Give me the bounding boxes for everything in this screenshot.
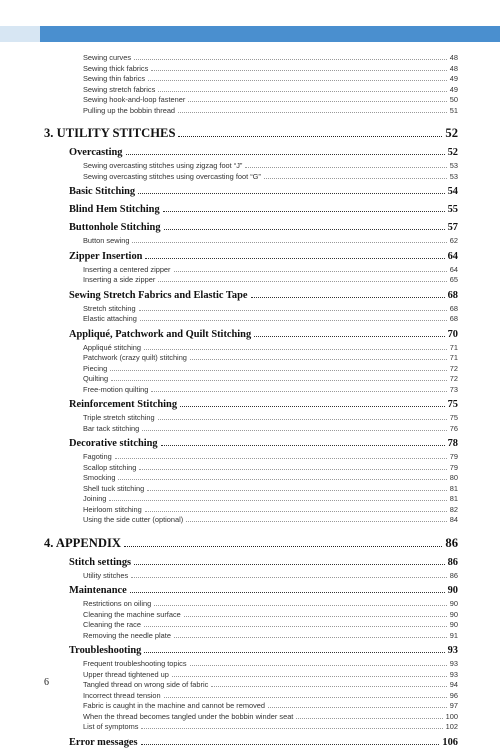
toc-section-title: Basic Stitching [69, 186, 136, 197]
toc-item-title: Bar tack stitching [83, 423, 140, 433]
dot-leader [126, 154, 445, 155]
toc-item[interactable] [44, 452, 458, 463]
toc-item[interactable] [44, 680, 458, 691]
toc-section-title: Buttonhole Stitching [69, 222, 161, 233]
toc-item-page: 50 [449, 95, 458, 104]
dot-leader [118, 479, 446, 480]
dot-leader [158, 419, 447, 420]
toc-item-page: 81 [449, 494, 458, 503]
dot-leader [130, 592, 445, 593]
toc-item[interactable] [44, 712, 458, 723]
toc-section-page: 70 [447, 328, 458, 340]
toc-item-title: Scallop stitching [83, 462, 137, 472]
toc-item[interactable] [44, 343, 458, 354]
toc-item-page: 93 [449, 659, 458, 668]
dot-leader [180, 406, 445, 407]
dot-leader [140, 320, 447, 321]
toc-section[interactable] [44, 436, 458, 452]
toc-item-page: 96 [449, 690, 458, 700]
dot-leader [115, 458, 447, 459]
toc-item-title: Piecing [83, 363, 108, 373]
toc-section[interactable] [44, 397, 458, 413]
toc-item[interactable] [44, 85, 458, 96]
toc-item-page: 62 [449, 236, 458, 245]
dot-leader [164, 697, 447, 698]
toc-item[interactable] [44, 374, 458, 385]
dot-leader [178, 112, 447, 113]
toc-item-title: Inserting a centered zipper [83, 264, 171, 274]
dot-leader [172, 676, 447, 677]
dot-leader [141, 744, 440, 745]
toc-item[interactable] [44, 95, 458, 106]
toc-item[interactable] [44, 275, 458, 286]
toc-section-page: 93 [447, 645, 458, 656]
dot-leader [151, 391, 446, 392]
dot-leader [174, 271, 447, 272]
toc-item-page: 53 [449, 161, 458, 170]
toc-section[interactable] [44, 184, 458, 200]
toc-item-title: Upper thread tightened up [83, 669, 169, 679]
toc-item-title: Removing the needle plate [83, 630, 171, 640]
dot-leader [134, 59, 447, 60]
dot-leader [245, 167, 446, 168]
toc-item-title: List of symptoms [83, 722, 139, 731]
dot-leader [134, 564, 445, 565]
toc-section-title: Appliqué, Patchwork and Quilt Stitching [69, 328, 252, 340]
toc-item[interactable] [44, 265, 458, 276]
toc-item-page: 102 [445, 722, 458, 731]
toc-section-page: 86 [447, 556, 458, 568]
toc-chapter-title: 3. UTILITY STITCHES [44, 126, 176, 140]
toc-item[interactable] [44, 364, 458, 375]
toc-item-page: 53 [449, 171, 458, 181]
toc-item-title: Shell tuck stitching [83, 483, 145, 493]
toc-item-title: Sewing stretch fabrics [83, 84, 156, 94]
toc-section[interactable] [44, 145, 458, 161]
toc-section[interactable] [44, 643, 458, 659]
toc-item[interactable] [44, 659, 458, 670]
toc-item-title: Elastic attaching [83, 314, 137, 323]
toc-item-title: Button sewing [83, 236, 130, 245]
dot-leader [145, 511, 447, 512]
toc-item[interactable] [44, 701, 458, 712]
toc-item[interactable] [44, 413, 458, 424]
toc-item-title: Sewing thin fabrics [83, 74, 146, 83]
header-band-dark [40, 26, 500, 42]
toc-item-title: Sewing hook-and-loop fastener [83, 95, 186, 104]
toc-section[interactable] [44, 220, 458, 236]
dot-leader [158, 91, 446, 92]
toc-item-title: Pulling up the bobbin thread [83, 105, 176, 115]
dot-leader [154, 605, 447, 606]
toc-item-page: 48 [449, 53, 458, 62]
toc-item-page: 49 [449, 84, 458, 94]
toc-section-page: 54 [447, 186, 458, 197]
toc-section-title: Troubleshooting [69, 645, 142, 656]
toc-item-title: Inserting a side zipper [83, 275, 156, 284]
toc-section-page: 52 [447, 147, 458, 158]
toc-item[interactable] [44, 385, 458, 396]
toc-chapter[interactable] [44, 124, 458, 142]
toc-item-title: Sewing curves [83, 53, 132, 62]
toc-item-title: Sewing overcasting stitches using zigzag foot “J” [83, 161, 243, 170]
toc-section-page: 68 [447, 289, 458, 301]
dot-leader [110, 370, 447, 371]
dot-leader [186, 521, 447, 522]
dot-leader [254, 336, 444, 337]
dot-leader [145, 258, 444, 259]
toc-section[interactable] [44, 249, 458, 265]
toc-item[interactable] [44, 172, 458, 183]
dot-leader [184, 616, 447, 617]
table-of-contents [44, 53, 458, 751]
toc-item-page: 68 [449, 314, 458, 323]
dot-leader [148, 80, 447, 81]
toc-item[interactable] [44, 473, 458, 484]
toc-item[interactable] [44, 494, 458, 505]
toc-item-title: Incorrect thread tension [83, 690, 161, 700]
toc-item[interactable] [44, 106, 458, 117]
toc-item-title: Tangled thread on wrong side of fabric [83, 680, 209, 689]
toc-section-page: 90 [447, 585, 458, 596]
toc-item[interactable] [44, 304, 458, 315]
toc-item[interactable] [44, 599, 458, 610]
toc-item-page: 82 [449, 504, 458, 514]
dot-leader [211, 686, 446, 687]
toc-item-page: 86 [449, 570, 458, 580]
dot-leader [178, 136, 442, 137]
header-band [0, 26, 500, 42]
toc-item-title: Using the side cutter (optional) [83, 515, 184, 524]
page-number: 6 [44, 677, 49, 688]
dot-leader [109, 500, 446, 501]
toc-item-page: 90 [449, 599, 458, 608]
dot-leader [138, 193, 445, 194]
dot-leader [251, 297, 445, 298]
toc-item-page: 72 [449, 363, 458, 373]
toc-chapter-page: 52 [445, 126, 458, 140]
toc-item-title: Cleaning the race [83, 620, 141, 629]
toc-section-title: Reinforcement Stitching [69, 399, 178, 410]
toc-item-page: 100 [445, 711, 458, 721]
toc-item-title: Frequent troubleshooting topics [83, 659, 187, 668]
dot-leader [147, 490, 447, 491]
toc-item[interactable] [44, 161, 458, 172]
toc-item[interactable] [44, 670, 458, 681]
dot-leader [124, 546, 442, 547]
toc-item-page: 79 [449, 452, 458, 461]
dot-leader [264, 178, 447, 179]
toc-item-title: Fabric is caught in the machine and cannot be removed [83, 701, 265, 710]
toc-section-page: 75 [447, 399, 458, 410]
toc-item-page: 64 [449, 264, 458, 274]
toc-item[interactable] [44, 631, 458, 642]
toc-item-title: Sewing overcasting stitches using overcasting foot “G” [83, 171, 261, 181]
dot-leader [188, 101, 446, 102]
toc-item[interactable] [44, 484, 458, 495]
toc-item-title: Utility stitches [83, 570, 129, 580]
toc-item[interactable] [44, 571, 458, 582]
toc-item-page: 48 [449, 63, 458, 73]
toc-item[interactable] [44, 236, 458, 247]
toc-section[interactable] [44, 735, 458, 751]
toc-item[interactable] [44, 74, 458, 85]
toc-item-page: 94 [449, 680, 458, 689]
toc-item-title: Cleaning the machine surface [83, 609, 181, 619]
toc-item-page: 90 [449, 620, 458, 629]
toc-item-title: When the thread becomes tangled under the bobbin winder seat [83, 711, 294, 721]
toc-item-title: Restrictions on oiling [83, 599, 152, 608]
toc-item-page: 51 [449, 105, 458, 115]
toc-item-title: Stretch stitching [83, 303, 136, 313]
toc-item-page: 91 [449, 630, 458, 640]
toc-item[interactable] [44, 505, 458, 516]
toc-item-page: 49 [449, 74, 458, 83]
toc-item[interactable] [44, 691, 458, 702]
toc-item-page: 73 [449, 384, 458, 394]
toc-item-page: 71 [449, 342, 458, 352]
toc-item-title: Appliqué stitching [83, 342, 141, 352]
dot-leader [132, 242, 446, 243]
dot-leader [296, 718, 442, 719]
toc-item[interactable] [44, 463, 458, 474]
toc-section-title: Zipper Insertion [69, 250, 143, 262]
toc-section-page: 55 [447, 204, 458, 215]
toc-section-title: Sewing Stretch Fabrics and Elastic Tape [69, 289, 248, 301]
toc-item-page: 90 [449, 609, 458, 619]
dot-leader [144, 652, 444, 653]
toc-item-page: 93 [449, 669, 458, 679]
dot-leader [190, 359, 447, 360]
dot-leader [158, 281, 446, 282]
toc-item-title: Free-motion quilting [83, 384, 149, 394]
toc-section-title: Stitch settings [69, 556, 132, 568]
toc-section[interactable] [44, 555, 458, 571]
toc-section[interactable] [44, 202, 458, 218]
toc-item-page: 65 [449, 275, 458, 284]
dot-leader [111, 380, 447, 381]
toc-item-title: Joining [83, 494, 107, 503]
dot-leader [268, 707, 447, 708]
dot-leader [164, 229, 445, 230]
dot-leader [161, 445, 445, 446]
dot-leader [163, 211, 445, 212]
toc-item-page: 75 [449, 413, 458, 422]
toc-item-page: 71 [449, 353, 458, 362]
toc-section[interactable] [44, 327, 458, 343]
dot-leader [131, 577, 447, 578]
toc-chapter-title: 4. APPENDIX [44, 535, 121, 550]
toc-item[interactable] [44, 314, 458, 325]
dot-leader [142, 430, 446, 431]
toc-section-page: 78 [447, 438, 458, 449]
toc-item-page: 80 [449, 473, 458, 482]
toc-item-title: Triple stretch stitching [83, 413, 155, 422]
toc-item[interactable] [44, 620, 458, 631]
toc-item[interactable] [44, 515, 458, 526]
dot-leader [139, 469, 446, 470]
header-band-light [0, 26, 40, 42]
toc-item-page: 68 [449, 303, 458, 313]
dot-leader [144, 349, 447, 350]
toc-section-title: Decorative stitching [69, 438, 158, 449]
toc-section-title: Maintenance [69, 585, 127, 596]
dot-leader [151, 70, 446, 71]
dot-leader [174, 637, 447, 638]
toc-item[interactable] [44, 424, 458, 435]
toc-item-page: 84 [449, 515, 458, 524]
toc-item-title: Sewing thick fabrics [83, 63, 149, 73]
toc-section-page: 64 [447, 250, 458, 262]
toc-item-page: 72 [449, 374, 458, 383]
toc-section-title: Overcasting [69, 147, 123, 158]
toc-item-title: Quilting [83, 374, 109, 383]
toc-item-page: 81 [449, 483, 458, 493]
toc-item[interactable] [44, 722, 458, 733]
toc-item[interactable] [44, 610, 458, 621]
toc-item[interactable] [44, 353, 458, 364]
toc-item-page: 76 [449, 423, 458, 433]
toc-item-title: Patchwork (crazy quilt) stitching [83, 353, 187, 362]
dot-leader [141, 728, 442, 729]
toc-item-page: 97 [449, 701, 458, 710]
dot-leader [144, 626, 447, 627]
toc-chapter[interactable] [44, 534, 458, 552]
dot-leader [190, 665, 447, 666]
toc-item-page: 79 [449, 462, 458, 472]
toc-section-page: 106 [442, 736, 458, 748]
toc-item-title: Fagoting [83, 452, 112, 461]
toc-item-title: Smocking [83, 473, 116, 482]
toc-item[interactable] [44, 53, 458, 64]
dot-leader [139, 310, 447, 311]
toc-section-title: Error messages [69, 736, 138, 748]
toc-section[interactable] [44, 288, 458, 304]
toc-section-title: Blind Hem Stitching [69, 204, 160, 215]
toc-item-title: Heirloom stitching [83, 504, 142, 514]
toc-item[interactable] [44, 64, 458, 75]
toc-chapter-page: 86 [445, 535, 458, 550]
toc-section-page: 57 [447, 222, 458, 233]
toc-section[interactable] [44, 583, 458, 599]
